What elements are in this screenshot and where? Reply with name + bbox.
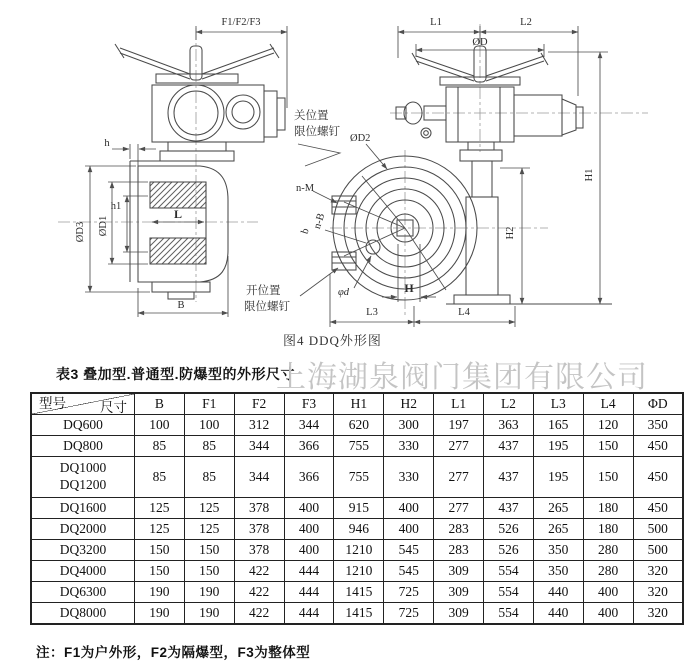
model-cell: DQ2000 <box>31 519 135 540</box>
value-cell: 150 <box>583 457 633 498</box>
dim-label-B: B <box>177 300 185 311</box>
value-cell: 277 <box>434 457 484 498</box>
value-cell: 195 <box>533 457 583 498</box>
value-cell: 125 <box>184 519 234 540</box>
value-cell: 450 <box>633 457 683 498</box>
value-cell: 283 <box>434 540 484 561</box>
value-cell: 500 <box>633 519 683 540</box>
dim-label-d1: ØD1 <box>98 215 109 237</box>
model-cell: DQ6300 <box>31 582 135 603</box>
value-cell: 265 <box>533 498 583 519</box>
value-cell: 437 <box>484 436 534 457</box>
value-cell: 437 <box>484 457 534 498</box>
model-cell: DQ4000 <box>31 561 135 582</box>
value-cell: 85 <box>184 436 234 457</box>
value-cell: 545 <box>384 561 434 582</box>
value-cell: 400 <box>583 603 633 625</box>
value-cell: 165 <box>533 415 583 436</box>
value-cell: 366 <box>284 457 334 498</box>
column-header: B <box>135 393 185 415</box>
dim-label-H1: H1 <box>584 168 595 182</box>
table-note: 注：F1为户外形，F2为隔爆型，F3为整体型 <box>36 645 311 660</box>
value-cell: 100 <box>184 415 234 436</box>
value-cell: 946 <box>334 519 384 540</box>
dim-label-nm: n-M <box>296 183 315 194</box>
value-cell: 378 <box>234 519 284 540</box>
value-cell: 422 <box>234 582 284 603</box>
table-title: 表3 叠加型.普通型.防爆型的外形尺寸 <box>56 366 295 382</box>
value-cell: 1415 <box>334 582 384 603</box>
dimension-table <box>30 392 684 625</box>
corner-label-size: 尺寸 <box>100 400 127 415</box>
dim-label-L2: L2 <box>520 17 532 28</box>
corner-label-model: 型号 <box>39 396 66 411</box>
value-cell: 400 <box>583 582 633 603</box>
value-cell: 309 <box>434 582 484 603</box>
value-cell: 440 <box>533 603 583 625</box>
dim-label-nb: n-B <box>311 212 328 231</box>
value-cell: 755 <box>334 457 384 498</box>
value-cell: 190 <box>135 603 185 625</box>
value-cell: 363 <box>484 415 534 436</box>
value-cell: 100 <box>135 415 185 436</box>
value-cell: 554 <box>484 603 534 625</box>
dim-label-D: ØD <box>472 37 488 48</box>
table-row <box>31 582 683 603</box>
value-cell: 330 <box>384 457 434 498</box>
table-row <box>31 561 683 582</box>
dim-label-d2: ØD2 <box>350 133 371 144</box>
value-cell: 309 <box>434 561 484 582</box>
model-cell: DQ800 <box>31 436 135 457</box>
close-limit-label-1: 关位置 <box>294 110 329 122</box>
value-cell: 197 <box>434 415 484 436</box>
left-view <box>58 17 287 317</box>
dim-label-L1: L1 <box>430 17 442 28</box>
value-cell: 437 <box>484 498 534 519</box>
table-row <box>31 436 683 457</box>
value-cell: 344 <box>234 436 284 457</box>
column-header: F2 <box>234 393 284 415</box>
table-row <box>31 415 683 436</box>
value-cell: 526 <box>484 540 534 561</box>
value-cell: 150 <box>184 540 234 561</box>
model-cell: DQ1000 DQ1200 <box>31 457 135 498</box>
value-cell: 400 <box>284 498 334 519</box>
value-cell: 378 <box>234 498 284 519</box>
model-cell: DQ1600 <box>31 498 135 519</box>
value-cell: 265 <box>533 519 583 540</box>
value-cell: 440 <box>533 582 583 603</box>
value-cell: 300 <box>384 415 434 436</box>
value-cell: 545 <box>384 540 434 561</box>
value-cell: 150 <box>583 436 633 457</box>
value-cell: 444 <box>284 603 334 625</box>
right-view <box>244 17 648 327</box>
value-cell: 915 <box>334 498 384 519</box>
value-cell: 280 <box>583 540 633 561</box>
value-cell: 150 <box>184 561 234 582</box>
column-header: ΦD <box>633 393 683 415</box>
dim-label-L3: L3 <box>366 307 378 318</box>
value-cell: 277 <box>434 498 484 519</box>
value-cell: 400 <box>284 540 334 561</box>
column-header: L3 <box>533 393 583 415</box>
value-cell: 320 <box>633 582 683 603</box>
dim-label-H2: H2 <box>505 226 516 240</box>
open-limit-label-1: 开位置 <box>246 285 281 297</box>
table-header-row <box>31 393 683 415</box>
value-cell: 450 <box>633 436 683 457</box>
value-cell: 180 <box>583 519 633 540</box>
value-cell: 350 <box>633 415 683 436</box>
value-cell: 330 <box>384 436 434 457</box>
value-cell: 554 <box>484 561 534 582</box>
value-cell: 1210 <box>334 561 384 582</box>
value-cell: 422 <box>234 603 284 625</box>
figure-caption: 图4 DDQ外形图 <box>283 333 382 348</box>
value-cell: 85 <box>135 457 185 498</box>
value-cell: 350 <box>533 561 583 582</box>
value-cell: 312 <box>234 415 284 436</box>
value-cell: 400 <box>384 498 434 519</box>
value-cell: 125 <box>135 519 185 540</box>
value-cell: 725 <box>384 603 434 625</box>
value-cell: 755 <box>334 436 384 457</box>
value-cell: 320 <box>633 603 683 625</box>
value-cell: 344 <box>284 415 334 436</box>
value-cell: 350 <box>533 540 583 561</box>
dim-label-f: F1/F2/F3 <box>221 17 261 28</box>
column-header: L4 <box>583 393 633 415</box>
watermark: 上海湖泉阀门集团有限公司 <box>276 361 648 394</box>
value-cell: 190 <box>135 582 185 603</box>
open-limit-label-2: 限位螺钉 <box>244 301 290 313</box>
value-cell: 554 <box>484 582 534 603</box>
value-cell: 526 <box>484 519 534 540</box>
dim-label-L4: L4 <box>458 307 470 318</box>
value-cell: 725 <box>384 582 434 603</box>
value-cell: 309 <box>434 603 484 625</box>
value-cell: 150 <box>135 540 185 561</box>
dim-label-H: H <box>404 281 414 295</box>
table-row <box>31 540 683 561</box>
value-cell: 190 <box>184 582 234 603</box>
value-cell: 366 <box>284 436 334 457</box>
column-header: H1 <box>334 393 384 415</box>
value-cell: 444 <box>284 561 334 582</box>
table-row <box>31 457 683 498</box>
value-cell: 180 <box>583 498 633 519</box>
value-cell: 620 <box>334 415 384 436</box>
value-cell: 1415 <box>334 603 384 625</box>
value-cell: 344 <box>234 457 284 498</box>
value-cell: 422 <box>234 561 284 582</box>
column-header: F1 <box>184 393 234 415</box>
dim-label-L: L <box>173 207 183 221</box>
dim-label-b: b <box>299 227 312 236</box>
value-cell: 500 <box>633 540 683 561</box>
value-cell: 85 <box>135 436 185 457</box>
value-cell: 85 <box>184 457 234 498</box>
value-cell: 1210 <box>334 540 384 561</box>
table-row <box>31 603 683 625</box>
model-cell: DQ8000 <box>31 603 135 625</box>
column-header: F3 <box>284 393 334 415</box>
value-cell: 400 <box>284 519 334 540</box>
dim-label-d: φd <box>338 287 350 298</box>
close-limit-label-2: 限位螺钉 <box>294 126 340 138</box>
value-cell: 280 <box>583 561 633 582</box>
table-row <box>31 519 683 540</box>
corner-cell <box>31 393 135 415</box>
value-cell: 190 <box>184 603 234 625</box>
column-header: L1 <box>434 393 484 415</box>
table-body <box>31 415 683 625</box>
value-cell: 195 <box>533 436 583 457</box>
model-cell: DQ600 <box>31 415 135 436</box>
value-cell: 400 <box>384 519 434 540</box>
column-header: L2 <box>484 393 534 415</box>
value-cell: 125 <box>184 498 234 519</box>
value-cell: 283 <box>434 519 484 540</box>
value-cell: 450 <box>633 498 683 519</box>
value-cell: 320 <box>633 561 683 582</box>
model-cell: DQ3200 <box>31 540 135 561</box>
table-row <box>31 498 683 519</box>
value-cell: 277 <box>434 436 484 457</box>
value-cell: 444 <box>284 582 334 603</box>
column-header: H2 <box>384 393 434 415</box>
value-cell: 120 <box>583 415 633 436</box>
dim-label-h1: h1 <box>110 201 122 212</box>
value-cell: 150 <box>135 561 185 582</box>
value-cell: 125 <box>135 498 185 519</box>
dim-label-d3: ØD3 <box>75 221 86 243</box>
dim-label-h: h <box>104 138 110 149</box>
value-cell: 378 <box>234 540 284 561</box>
